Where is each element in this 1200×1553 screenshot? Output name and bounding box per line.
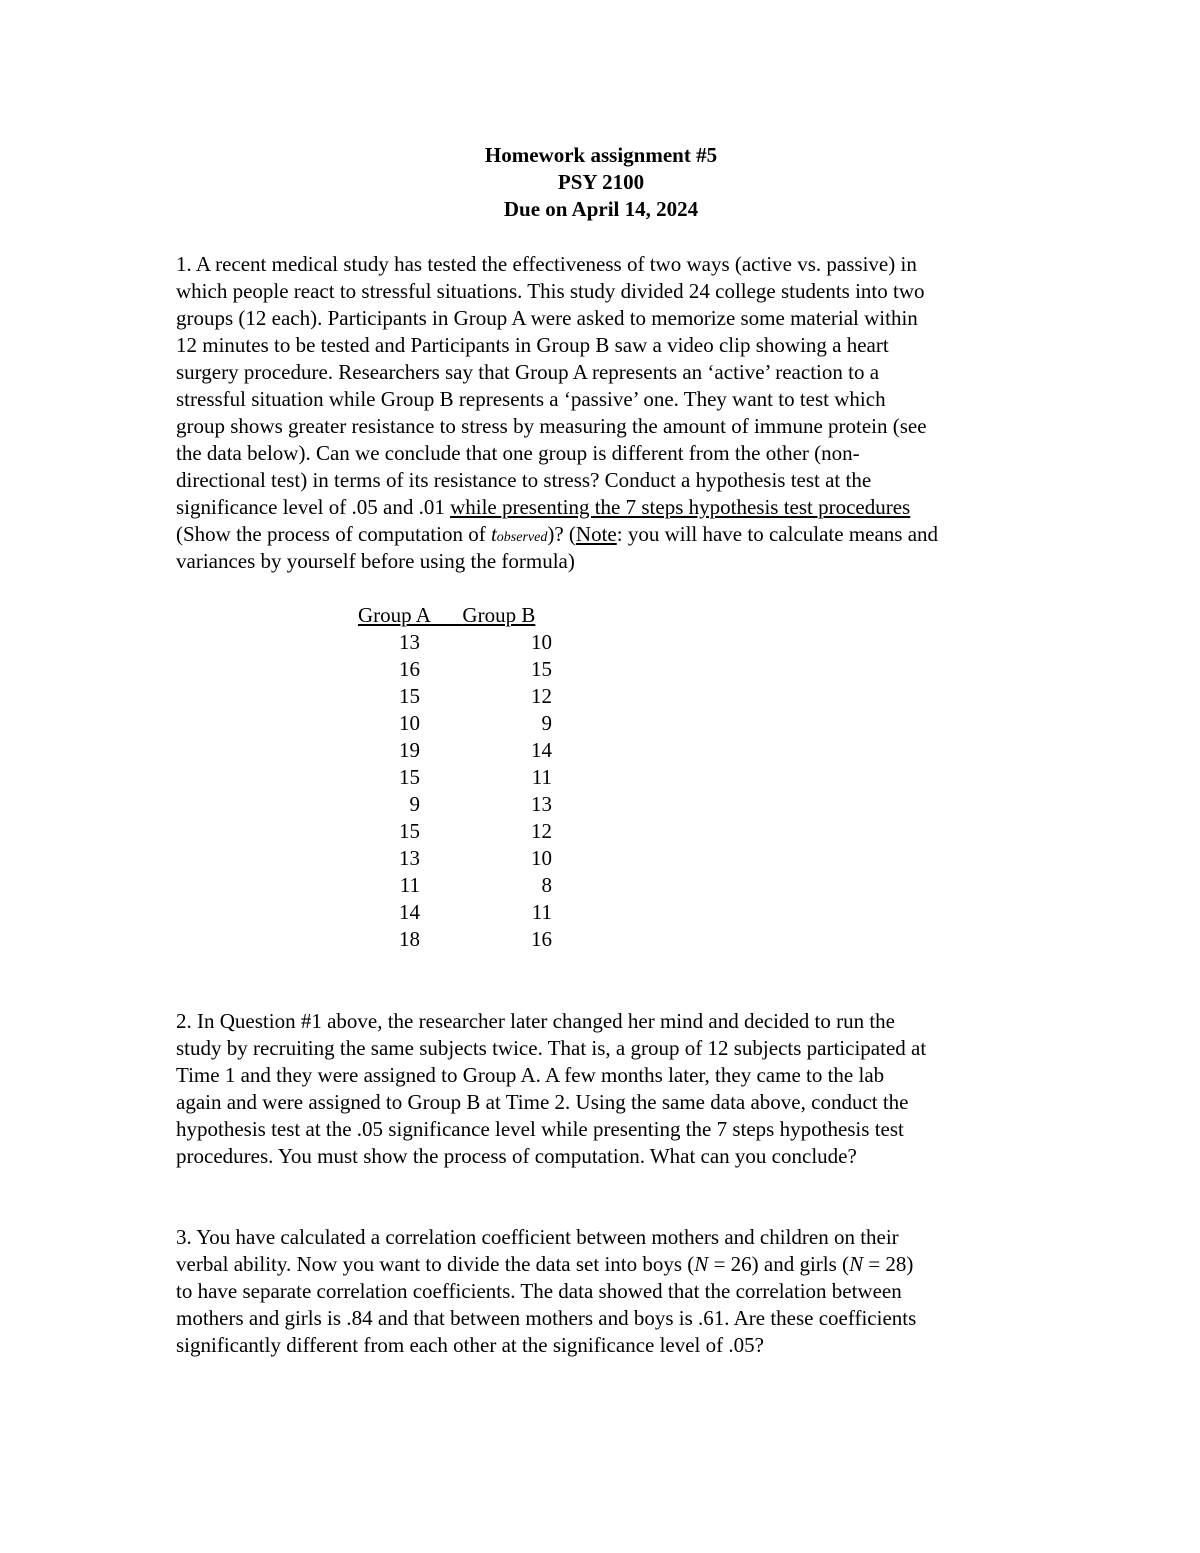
question-3-text: = 28) [863,1252,914,1276]
group-a-value: 15 [399,684,420,708]
table-row [358,656,552,683]
table-header [358,602,552,629]
question-1-line: variances by yourself before using the formula) [176,549,575,573]
table-row [358,710,552,737]
data-table [358,602,552,953]
seven-steps-emphasis: while presenting the 7 steps hypothesis test procedures [450,495,911,519]
question-2-line: again and were assigned to Group B at Time 2. Using the same data above, conduct the [176,1090,909,1114]
column-header-group-b: Group B [462,603,536,627]
question-1-line: stressful situation while Group B represents a ‘passive’ one. They want to test which [176,387,886,411]
group-a-value: 15 [399,765,420,789]
group-b-value: 9 [541,711,552,735]
group-a-value: 19 [399,738,420,762]
group-a-value: 9 [409,792,420,816]
group-a-value: 10 [399,711,420,735]
table-row [358,899,552,926]
question-1-text: significance level of .05 and .01 [176,495,451,519]
group-a-value: 14 [399,900,420,924]
group-a-value: 15 [399,819,420,843]
group-b-value: 12 [531,819,552,843]
question-3-line: significantly different from each other at the significance level of .05? [176,1333,764,1357]
question-3-line: 3. You have calculated a correlation coefficient between mothers and children on their [176,1225,899,1249]
n-symbol: N [694,1252,709,1276]
document-header [176,142,1026,223]
table-row [358,926,552,953]
group-b-value: 11 [531,900,552,924]
due-date: Due on April 14, 2024 [503,197,699,221]
question-3-line [176,1251,1036,1278]
question-1-line: 1. A recent medical study has tested the effectiveness of two ways (active vs. passive) in [176,252,917,276]
question-1-line: the data below). Can we conclude that one group is different from the other (non- [176,441,860,465]
assignment-title: Homework assignment #5 [484,143,718,167]
group-b-value: 11 [531,765,552,789]
group-b-value: 13 [531,792,552,816]
group-a-value: 18 [399,927,420,951]
question-1-line: directional test) in terms of its resistance to stress? Conduct a hypothesis test at the [176,468,872,492]
table-row [358,737,552,764]
question-1 [176,251,1036,575]
course-code: PSY 2100 [557,170,645,194]
question-2-line: 2. In Question #1 above, the researcher later changed her mind and decided to run the [176,1009,895,1033]
question-1-line: group shows greater resistance to stress by measuring the amount of immune protein (see [176,414,927,438]
n-symbol: N [849,1252,864,1276]
table-row [358,629,552,656]
column-header-group-a: Group A [358,603,431,627]
table-body [358,629,552,953]
question-3-text: = 26) and girls ( [708,1252,850,1276]
question-1-line [176,521,1036,548]
t-subscript: observed [496,530,548,545]
group-b-value: 16 [531,927,552,951]
question-3-text: verbal ability. Now you want to divide the data set into boys ( [176,1252,695,1276]
question-1-line: surgery procedure. Researchers say that Group A represents an ‘active’ reaction to a [176,360,880,384]
table-row [358,818,552,845]
group-a-value: 16 [399,657,420,681]
group-a-value: 11 [399,873,420,897]
question-3 [176,1224,1036,1359]
group-a-value: 13 [399,630,420,654]
question-3-line: mothers and girls is .84 and that between mothers and boys is .61. Are these coefficients [176,1306,917,1330]
question-1-text: (Show the process of computation of [176,522,491,546]
question-1-line: 12 minutes to be tested and Participants in Group B saw a video clip showing a heart [176,333,889,357]
header-gap [431,602,463,629]
question-1-line [176,494,1036,521]
group-b-value: 14 [531,738,552,762]
question-2-line: procedures. You must show the process of computation. What can you conclude? [176,1144,857,1168]
question-1-text: : you will have to calculate means and [616,522,939,546]
question-1-text: )? ( [547,522,576,546]
group-b-value: 10 [531,630,552,654]
table-row [358,872,552,899]
note-label: Note [575,522,617,546]
question-2-line: hypothesis test at the .05 significance level while presenting the 7 steps hypothesis test [176,1117,904,1141]
question-2-line: Time 1 and they were assigned to Group A. A few months later, they came to the lab [176,1063,885,1087]
table-row [358,845,552,872]
group-b-value: 10 [531,846,552,870]
table-row [358,683,552,710]
question-1-line: groups (12 each). Participants in Group A were asked to memorize some material within [176,306,918,330]
question-1-line: which people react to stressful situations. This study divided 24 college students into two [176,279,925,303]
group-b-value: 15 [531,657,552,681]
group-b-value: 8 [541,873,552,897]
question-3-line: to have separate correlation coefficients. The data showed that the correlation between [176,1279,902,1303]
table-row [358,764,552,791]
t-symbol: t [490,522,497,546]
table-row [358,791,552,818]
question-2 [176,1008,1036,1170]
group-b-value: 12 [531,684,552,708]
question-2-line: study by recruiting the same subjects twice. That is, a group of 12 subjects participated at [176,1036,927,1060]
group-a-value: 13 [399,846,420,870]
